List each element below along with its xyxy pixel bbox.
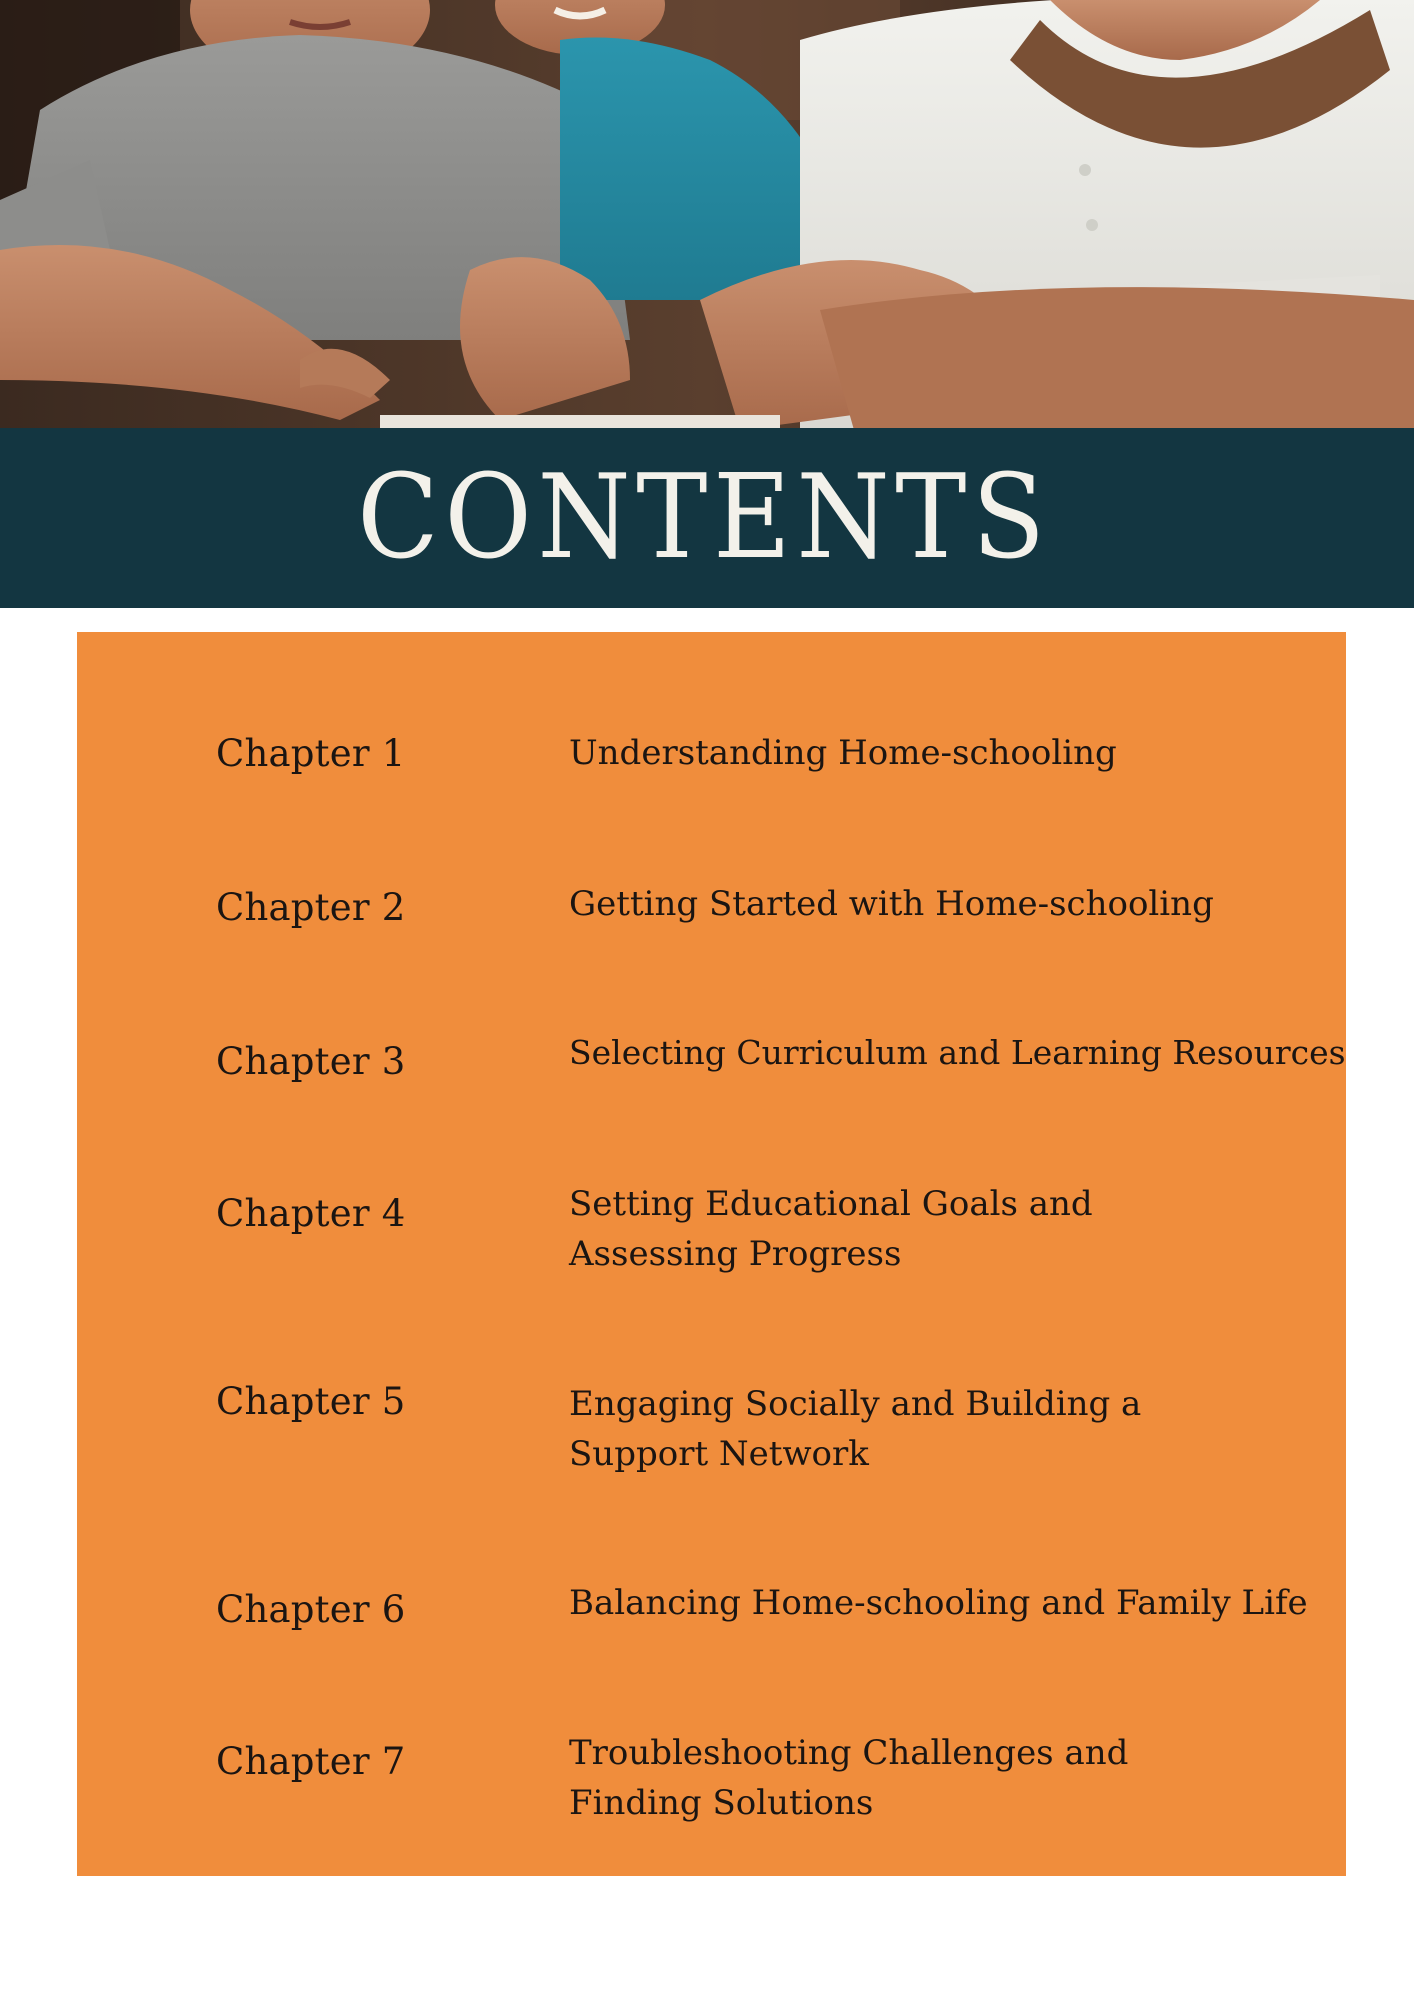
chapter-number: Chapter 1 — [216, 732, 406, 775]
chapter-title: Troubleshooting Challenges and Finding Solutions — [569, 1733, 1129, 1823]
chapter-number: Chapter 4 — [216, 1192, 406, 1235]
chapter-title: Setting Educational Goals and Assessing Progress — [569, 1184, 1093, 1274]
title-band — [0, 428, 1414, 608]
chapter-number: Chapter 5 — [216, 1380, 406, 1423]
chapter-title: Getting Started with Home-schooling — [569, 884, 1214, 924]
chapter-title: Balancing Home-schooling and Family Life — [569, 1583, 1308, 1623]
page-title: CONTENTS — [357, 450, 1051, 585]
chapter-title: Understanding Home-schooling — [569, 733, 1117, 773]
chapter-title: Engaging Socially and Building a Support Network — [569, 1384, 1142, 1474]
hero-photo — [0, 0, 1414, 428]
chapter-number: Chapter 6 — [216, 1588, 406, 1631]
contents-panel — [77, 632, 1346, 1876]
chapter-title: Selecting Curriculum and Learning Resources — [569, 1033, 1346, 1072]
chapter-number: Chapter 3 — [216, 1040, 406, 1083]
hero-illustration — [0, 0, 1414, 428]
chapter-number: Chapter 7 — [216, 1740, 406, 1783]
chapter-number: Chapter 2 — [216, 886, 406, 929]
